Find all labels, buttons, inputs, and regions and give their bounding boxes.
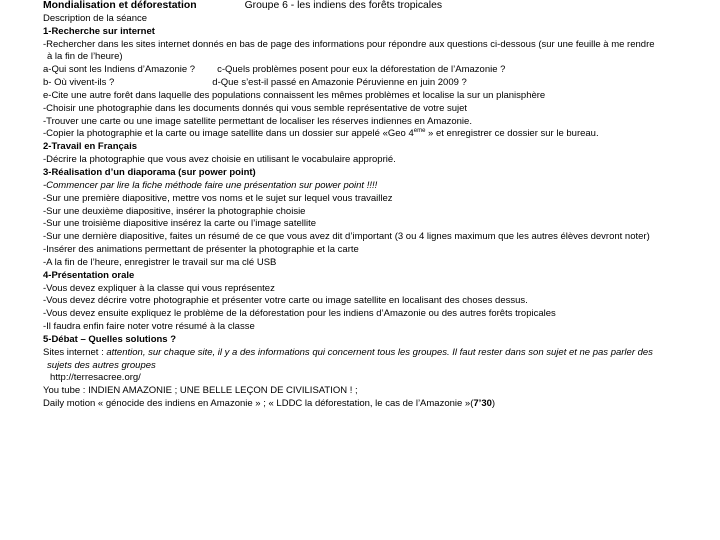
question-a: a-Qui sont les Indiens d’Amazonie ?	[43, 64, 196, 76]
document-title: Mondialisation et déforestation	[43, 0, 197, 11]
document-page	[43, 0, 715, 411]
question-b: b- Où vivent-ils ?	[43, 77, 115, 89]
instruction-line: -Choisir une photographie dans les documents donnés qui vous semble représentative de votre sujet	[43, 102, 468, 114]
instruction-text: -Copier la photographie et la carte ou image satellite dans un dossier sur appelé «Geo 4	[43, 128, 414, 140]
duration: 7’30	[473, 398, 492, 410]
instruction-line: -Sur une troisième diapositive insérez la carte ou l’image satellite	[43, 218, 316, 230]
instruction-line: -Il faudra enfin faire noter votre résumé à la classe	[43, 321, 255, 333]
instruction-line	[43, 128, 715, 141]
instruction-line: -Sur une deuxième diapositive, insérer la photographie choisie	[43, 205, 306, 217]
instruction-text: » et enregistrer ce dossier sur le bureau.	[425, 128, 599, 140]
instruction-line: -Sur une dernière diapositive, faites un résumé de ce que vous avez dit d’important (3 ou 4 lignes maximum que les autres élèves devront noter)	[43, 231, 650, 243]
websites-note: attention, sur chaque site, il y a des informations qui concernent tous les groupes. Il faut rester dans son sujet et ne pas parler des	[106, 346, 653, 358]
closing-paren: )	[491, 398, 496, 410]
instruction-line: -A la fin de l’heure, enregistrer le travail sur ma clé USB	[43, 256, 277, 268]
instruction-line: -Vous devez décrire votre photographie et présenter votre carte ou image satellite en localisant des choses dessus.	[43, 295, 528, 307]
websites-label: Sites internet :	[43, 346, 107, 358]
websites-note-continued: sujets des autres groupes	[47, 359, 156, 371]
website-link[interactable]: http://terresacree.org/	[50, 372, 141, 384]
question-row	[43, 64, 715, 77]
dailymotion-text: Daily motion « génocide des indiens en Amazonie » ; « LDDC la déforestation, le cas de l’Amazonie »(	[43, 398, 474, 410]
instruction-line: -Commencer par lire la fiche méthode faire une présentation sur power point !!!!	[43, 179, 378, 191]
session-description-heading: Description de la séance	[43, 12, 148, 24]
instruction-line: -Vous devez expliquer à la classe qui vous représentez	[43, 282, 275, 294]
instruction-line: -Sur une première diapositive, mettre vos noms et le sujet sur lequel vous travaillez	[43, 192, 393, 204]
instruction-line: -Vous devez ensuite expliquez le problème de la déforestation pour les indiens d’Amazonie ou des autres forêts tropicales	[43, 308, 556, 320]
websites-line	[43, 347, 715, 360]
question-d: d-Que s’est-il passé en Amazonie Péruvienne en juin 2009 ?	[212, 77, 467, 89]
document-header	[43, 0, 715, 13]
instruction-line: -Insérer des animations permettant de présenter la photographie et la carte	[43, 244, 359, 256]
dailymotion-line	[43, 398, 715, 411]
section-1-heading: 1-Recherche sur internet	[43, 25, 155, 37]
section-4-heading: 4-Présentation orale	[43, 269, 135, 281]
section-3-heading: 3-Réalisation d’un diaporama (sur power point)	[43, 166, 256, 178]
instruction-line: -Trouver une carte ou une image satellite permettant de localiser les réserves indiennes en Amazonie.	[43, 115, 472, 127]
instruction-line: -Rechercher dans les sites internet donnés en bas de page des informations pour répondre aux questions ci-dessous (sur une feuille à me rendre	[43, 38, 655, 50]
youtube-line: You tube : INDIEN AMAZONIE ; UNE BELLE LEÇON DE CIVILISATION ! ;	[43, 385, 358, 397]
instruction-line: -Décrire la photographie que vous avez choisie en utilisant le vocabulaire approprié.	[43, 154, 396, 166]
group-title: Groupe 6 - les indiens des forêts tropicales	[244, 0, 443, 11]
section-5-heading: 5-Débat – Quelles solutions ?	[43, 333, 177, 345]
question-e: e-Cite une autre forêt dans laquelle des populations connaissent les mêmes problèmes et localise la sur un planisphère	[43, 89, 546, 101]
superscript: ème	[413, 128, 426, 135]
question-c: c-Quels problèmes posent pour eux la déforestation de l’Amazonie ?	[217, 64, 506, 76]
section-2-heading: 2-Travail en Français	[43, 141, 137, 153]
instruction-line: à la fin de l’heure)	[47, 51, 123, 63]
question-row	[43, 77, 715, 90]
